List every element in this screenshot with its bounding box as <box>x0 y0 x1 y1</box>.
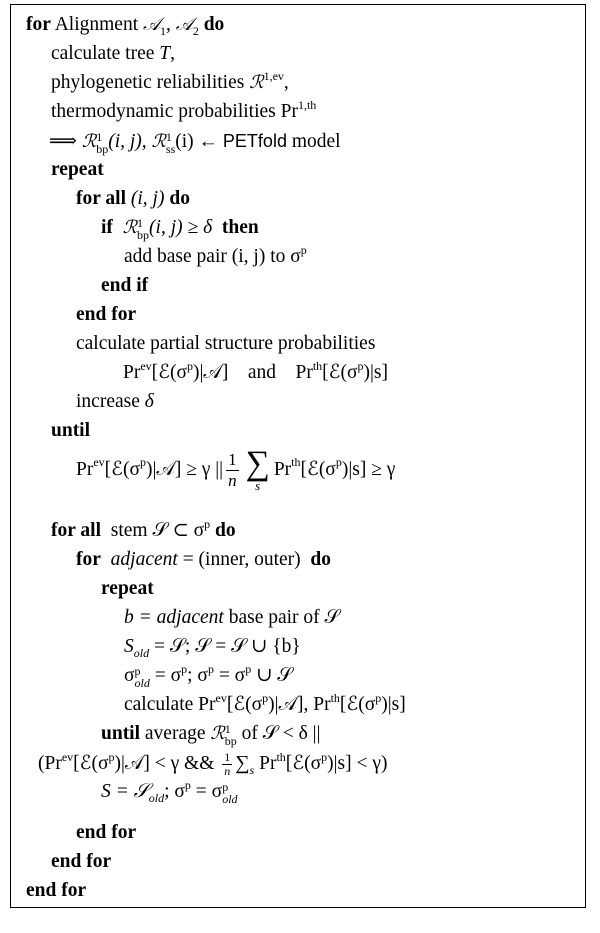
s-assign: S = 𝒮 <box>101 781 149 802</box>
add-base-pair-text: add base pair (i, j) to σ <box>124 246 301 267</box>
line-thermo-probabilities <box>51 100 316 124</box>
phylo-text: phylogenetic reliabilities <box>51 72 245 93</box>
line-for-all-ij <box>76 187 190 211</box>
calc-pr-text: calculate Pr <box>124 694 216 715</box>
sum-index: s <box>249 763 255 777</box>
rbp-sub: bp <box>96 141 109 156</box>
alignment-sub-2: 2 <box>192 24 199 38</box>
eq-sigma: = σ <box>195 781 223 802</box>
alignment-symbol-1: 𝒜 <box>143 14 161 35</box>
p-sup: p <box>207 662 214 676</box>
keyword-for-all: for all <box>51 520 102 541</box>
th-sup: th <box>312 359 323 373</box>
old-sub: old <box>148 791 165 805</box>
ev-sup: ev <box>215 691 227 705</box>
tree-var: T <box>159 43 171 64</box>
keyword-end-if: end if <box>101 275 149 296</box>
adjacent-var: adjacent <box>110 549 178 570</box>
model-text: model <box>291 131 341 152</box>
and-text: and <box>247 362 276 383</box>
keyword-until: until <box>101 723 141 744</box>
keyword-end-for-4: end for <box>26 880 87 901</box>
pr-ev: Pr <box>76 459 94 480</box>
keyword-repeat-2: repeat <box>101 578 154 599</box>
pr-ev: Pr <box>123 362 141 383</box>
expr-b-end: )|s] <box>363 362 388 383</box>
rss-symbol: ℛ <box>151 131 166 152</box>
expr-a: [ℰ(σ <box>73 753 109 774</box>
semicolon-sigma: ; σ <box>187 665 208 686</box>
s-var: S <box>124 636 134 657</box>
p-sup: p <box>357 359 364 373</box>
keyword-for: for <box>26 14 51 35</box>
expr-b: [ℰ(σ <box>300 459 336 480</box>
adjacent-var: adjacent <box>156 607 224 628</box>
thermo-text: thermodynamic probabilities Pr <box>51 101 298 122</box>
expr-a: [ℰ(σ <box>151 362 187 383</box>
fraction-1-over-n <box>226 450 239 491</box>
p-sup: p <box>245 662 252 676</box>
p-sup: p <box>321 750 328 764</box>
expr-b: [ℰ(σ <box>339 694 376 715</box>
rbp-sub: bp <box>224 733 237 748</box>
line-phylo-reliabilities <box>51 71 289 95</box>
line-increase-delta <box>76 390 154 414</box>
eq-sigma: = σ <box>154 665 182 686</box>
th-sup: th <box>276 750 286 764</box>
p-sup: p <box>184 778 191 792</box>
thermo-sup: 1,th <box>297 98 317 112</box>
open-pr-ev: (Pr <box>38 753 62 774</box>
line-for-alignment <box>26 13 224 37</box>
alignment-sub-1: 1 <box>160 24 167 38</box>
rbp-sup: 1 <box>137 215 144 230</box>
sigma-sup: p <box>300 243 307 257</box>
line-partial-probs <box>123 361 388 385</box>
keyword-end-for-3: end for <box>51 851 112 872</box>
alignment-label: Alignment <box>54 14 139 35</box>
eq-sigma: = σ <box>218 665 246 686</box>
comma: , <box>283 72 289 93</box>
line-s-old <box>124 635 301 659</box>
line-until-condition: Pr $^{ev}$ [ℰ(σ $^p$ )|𝒜] ≥ γ || $\frac{1}{n}$ ∑ s Pr $^{th}$ [ℰ(σ $^p$ )|s] ≥ γ <box>76 444 396 493</box>
sigma-sup: p <box>204 517 211 531</box>
p-sup: p <box>222 779 229 794</box>
line-calculate-tree <box>51 42 175 66</box>
sum-over-s <box>245 444 270 493</box>
algorithm-box <box>10 4 586 908</box>
line-calc-partial: calculate partial structure probabilities <box>76 333 376 354</box>
old-sub: old <box>133 646 150 660</box>
expr-b-end: )|s] <box>381 694 406 715</box>
delta-var: δ <box>144 391 154 412</box>
rbp-sup: 1 <box>96 129 103 144</box>
line-b-adjacent <box>124 606 340 630</box>
rbp-sub: bp <box>137 227 150 242</box>
p-sup: p <box>186 359 193 373</box>
keyword-do: do <box>310 549 332 570</box>
sum-symbol: ∑ <box>235 752 250 774</box>
calculate-tree-text: calculate tree <box>51 43 155 64</box>
rbp-sup: 1 <box>224 721 231 736</box>
keyword-end-for-1: end for <box>76 304 137 325</box>
keyword-repeat-1: repeat <box>51 159 104 180</box>
ij-vars: (i, j) <box>130 188 165 209</box>
th-sup: th <box>330 691 340 705</box>
expr-b: [ℰ(σ <box>322 362 358 383</box>
line-restore-old <box>101 780 238 805</box>
old-sub: old <box>134 675 150 690</box>
expr-b-end: )|s] < γ) <box>327 753 388 774</box>
base-pair-text: base pair of 𝒮 <box>228 607 340 628</box>
threshold-cond: (i, j) ≥ δ <box>149 217 213 238</box>
rss-args: (i) ← <box>175 131 219 152</box>
line-for-adjacent <box>76 548 331 572</box>
expr-a-end: )|𝒜] ≥ γ || <box>145 459 224 480</box>
expr-b: [ℰ(σ <box>285 753 322 774</box>
expr-a-end: )|𝒜], Pr <box>268 694 331 715</box>
expr-a-end: )|𝒜] <box>192 362 229 383</box>
union-s: ∪ 𝒮 <box>256 665 293 686</box>
line-until-average <box>101 722 321 747</box>
line-sigma-old <box>124 664 292 689</box>
expr-a-end: )|𝒜] < γ && <box>114 753 215 774</box>
keyword-do: do <box>169 188 190 209</box>
rbp-symbol: ℛ <box>122 217 138 238</box>
semicolon-sigma: ; σ <box>164 781 185 802</box>
petfold-name: PETfold <box>222 131 287 151</box>
p-sup: p <box>108 750 115 764</box>
s-update: = 𝒮; 𝒮 = 𝒮 ∪ {b} <box>153 636 301 657</box>
comma: , <box>170 43 175 64</box>
p-sup: p <box>134 663 141 678</box>
line-or-condition <box>38 751 387 778</box>
frac-den: n <box>228 470 237 490</box>
increase-text: increase <box>76 391 140 412</box>
line-for-all-stem <box>51 519 236 543</box>
expr-b-end: )|s] ≥ γ <box>341 459 396 480</box>
keyword-until-1: until <box>51 420 91 441</box>
sigma: σ <box>124 665 135 686</box>
frac-num: 1 <box>228 449 237 469</box>
expr-a: [ℰ(σ <box>226 694 263 715</box>
keyword-do: do <box>215 520 236 541</box>
line-calc-pr <box>124 693 406 717</box>
p-sup: p <box>181 662 188 676</box>
sum-index: s <box>255 477 261 493</box>
rbp-symbol: ℛ <box>210 723 225 744</box>
rss-sub: ss <box>165 141 176 156</box>
frac-num: 1 <box>224 750 231 765</box>
average-cond: of 𝒮 < δ || <box>241 723 321 744</box>
stem-text: stem 𝒮 ⊂ σ <box>110 520 205 541</box>
pr-th: Pr <box>273 459 292 480</box>
reliability-sup: 1,ev <box>263 69 284 83</box>
keyword-end-for-2: end for <box>76 822 137 843</box>
separator: , <box>166 14 171 35</box>
fraction-1-over-n <box>222 751 232 778</box>
b-assign: b = <box>124 607 152 628</box>
keyword-for: for <box>76 549 101 570</box>
sum-symbol: ∑ <box>245 444 270 482</box>
implies-arrow: ⟹ <box>49 131 77 152</box>
p-sup: p <box>262 691 269 705</box>
line-if-threshold <box>101 216 259 241</box>
pr-th: Pr <box>259 753 277 774</box>
adjacent-values: = (inner, outer) <box>182 549 301 570</box>
ev-sup: ev <box>61 750 74 764</box>
ev-sup: ev <box>140 359 152 373</box>
line-add-base-pair <box>124 245 307 269</box>
old-sub: old <box>222 791 238 806</box>
line-petfold-model <box>49 129 341 155</box>
keyword-then: then <box>221 217 259 238</box>
rbp-symbol: ℛ <box>81 131 97 152</box>
pr-th: Pr <box>295 362 313 383</box>
keyword-for-all: for all <box>76 188 127 209</box>
rss-sup: 1 <box>165 129 172 144</box>
p-sup: p <box>375 691 382 705</box>
alignment-symbol-2: 𝒜 <box>175 14 193 35</box>
rbp-args: (i, j), <box>108 131 147 152</box>
keyword-if: if <box>101 217 113 238</box>
average-text: average <box>144 723 206 744</box>
reliability-symbol: ℛ <box>249 72 264 93</box>
expr-a: [ℰ(σ <box>104 459 140 480</box>
frac-den: n <box>224 764 231 779</box>
keyword-do: do <box>203 14 225 35</box>
